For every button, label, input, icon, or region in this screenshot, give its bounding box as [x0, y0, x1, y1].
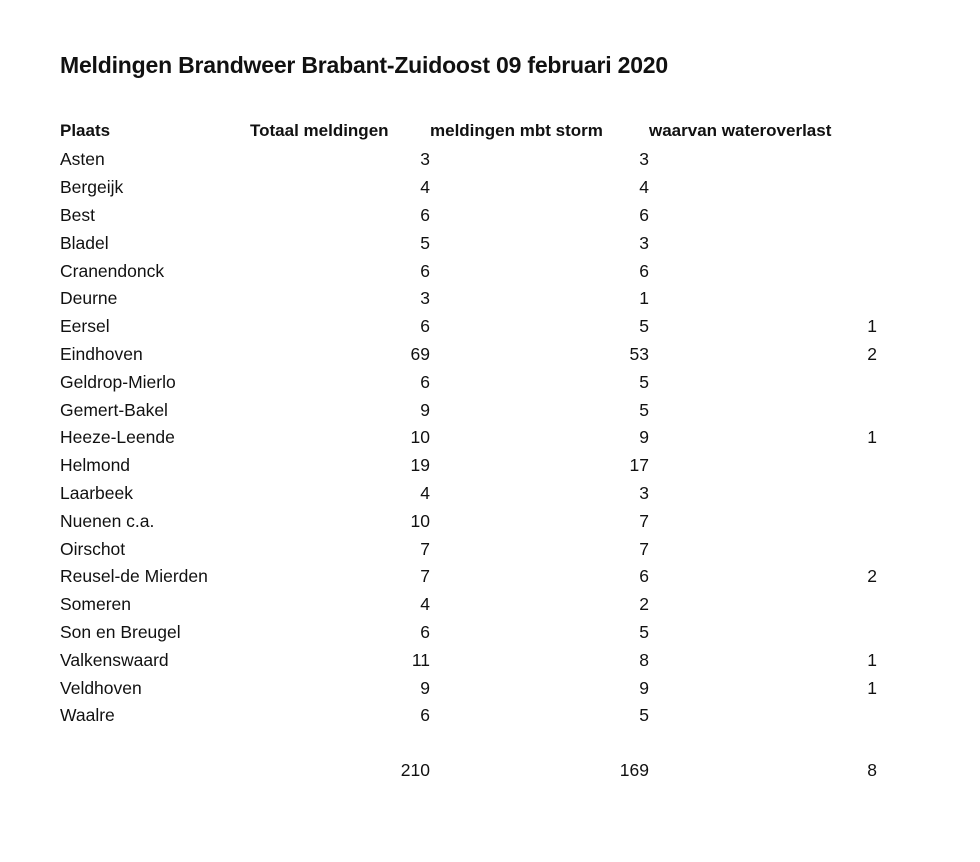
cell-storm: 3 [639, 232, 649, 253]
cell-water [649, 480, 877, 508]
cell-plaats: Bergeijk [60, 177, 124, 198]
cell-storm: 4 [639, 177, 649, 198]
cell-totaal: 4 [420, 177, 430, 198]
cell-totaal: 6 [420, 621, 430, 642]
cell-storm: 3 [639, 149, 649, 170]
cell-plaats: Oirschot [60, 538, 126, 559]
cell-totaal: 9 [420, 399, 430, 420]
table-row [60, 396, 877, 424]
table-row [60, 146, 877, 174]
cell-plaats: Laarbeek [60, 482, 133, 503]
totals-row [60, 757, 877, 785]
cell-storm: 5 [639, 371, 649, 392]
cell-totaal: 6 [420, 316, 430, 337]
table-row [60, 313, 877, 341]
total-water: 8 [867, 760, 877, 781]
cell-plaats: Heeze-Leende [60, 427, 175, 448]
cell-water [649, 368, 877, 396]
cell-storm: 9 [639, 677, 649, 698]
cell-plaats: Gemert-Bakel [60, 399, 168, 420]
cell-plaats: Son en Breugel [60, 621, 181, 642]
table-row [60, 229, 877, 257]
table-row [60, 424, 877, 452]
cell-water: 1 [867, 677, 877, 698]
header-plaats: Plaats [60, 121, 111, 140]
cell-plaats: Helmond [60, 455, 131, 476]
table-row [60, 341, 877, 369]
cell-plaats: Bladel [60, 232, 109, 253]
table-row [60, 646, 877, 674]
cell-storm: 1 [639, 288, 649, 309]
cell-totaal: 6 [420, 260, 430, 281]
table-row [60, 202, 877, 230]
cell-water: 2 [867, 566, 877, 587]
cell-totaal: 19 [410, 455, 430, 476]
header-wateroverlast: waarvan wateroverlast [649, 121, 832, 140]
spacer-row [60, 730, 877, 757]
table-row [60, 619, 877, 647]
table-row [60, 174, 877, 202]
total-storm: 169 [619, 760, 649, 781]
cell-totaal: 69 [410, 343, 430, 364]
cell-water [649, 174, 877, 202]
cell-storm: 8 [639, 649, 649, 670]
cell-totaal: 10 [410, 510, 430, 531]
cell-totaal: 7 [420, 566, 430, 587]
table-row [60, 368, 877, 396]
cell-water [649, 285, 877, 313]
cell-totaal: 4 [420, 594, 430, 615]
cell-water [649, 452, 877, 480]
cell-totaal: 5 [420, 232, 430, 253]
cell-plaats: Eindhoven [60, 343, 143, 364]
cell-totaal: 11 [411, 649, 430, 670]
cell-storm: 53 [629, 343, 649, 364]
header-totaal-meldingen: Totaal meldingen [250, 121, 389, 140]
table-row [60, 507, 877, 535]
cell-water: 1 [867, 427, 877, 448]
cell-water [649, 702, 877, 730]
cell-totaal: 6 [420, 371, 430, 392]
cell-plaats: Deurne [60, 288, 118, 309]
cell-water [649, 202, 877, 230]
cell-plaats: Geldrop-Mierlo [60, 371, 176, 392]
cell-totaal: 3 [420, 288, 430, 309]
cell-water [649, 229, 877, 257]
table-row [60, 257, 877, 285]
table-row [60, 674, 877, 702]
cell-totaal: 6 [420, 204, 430, 225]
table-row [60, 702, 877, 730]
meldingen-table [60, 116, 877, 785]
cell-water [649, 507, 877, 535]
cell-totaal: 3 [420, 149, 430, 170]
cell-plaats: Best [60, 204, 96, 225]
cell-plaats: Valkenswaard [60, 649, 169, 670]
table-row [60, 591, 877, 619]
cell-storm: 6 [639, 260, 649, 281]
header-meldingen-storm: meldingen mbt storm [430, 121, 603, 140]
page-title: Meldingen Brandweer Brabant-Zuidoost 09 februari 2020 [60, 52, 668, 78]
cell-water [649, 535, 877, 563]
table-row [60, 452, 877, 480]
cell-plaats: Veldhoven [60, 677, 142, 698]
table-row [60, 535, 877, 563]
cell-storm: 5 [639, 399, 649, 420]
cell-water: 2 [867, 343, 877, 364]
cell-storm: 2 [639, 594, 649, 615]
cell-water: 1 [867, 316, 877, 337]
cell-storm: 5 [639, 705, 649, 726]
cell-water: 1 [867, 649, 877, 670]
cell-storm: 6 [639, 204, 649, 225]
totals-label-cell [60, 757, 250, 785]
cell-storm: 5 [639, 621, 649, 642]
cell-water [649, 146, 877, 174]
table-row [60, 480, 877, 508]
cell-plaats: Nuenen c.a. [60, 510, 155, 531]
cell-plaats: Asten [60, 149, 105, 170]
cell-water [649, 619, 877, 647]
cell-totaal: 9 [420, 677, 430, 698]
cell-water [649, 591, 877, 619]
cell-plaats: Cranendonck [60, 260, 165, 281]
cell-totaal: 7 [420, 538, 430, 559]
cell-storm: 9 [639, 427, 649, 448]
table-header-row [60, 116, 877, 146]
total-totaal: 210 [400, 760, 430, 781]
table-row [60, 563, 877, 591]
cell-totaal: 6 [420, 705, 430, 726]
cell-plaats: Reusel-de Mierden [60, 566, 208, 587]
cell-plaats: Eersel [60, 316, 110, 337]
cell-storm: 7 [639, 510, 649, 531]
table-row [60, 285, 877, 313]
cell-storm: 5 [639, 316, 649, 337]
cell-totaal: 4 [420, 482, 430, 503]
cell-storm: 7 [639, 538, 649, 559]
cell-water [649, 257, 877, 285]
cell-storm: 6 [639, 566, 649, 587]
cell-water [649, 396, 877, 424]
cell-storm: 17 [629, 455, 649, 476]
table-body [60, 146, 877, 730]
cell-totaal: 10 [410, 427, 430, 448]
cell-plaats: Someren [60, 594, 132, 615]
cell-plaats: Waalre [60, 705, 115, 726]
cell-storm: 3 [639, 482, 649, 503]
